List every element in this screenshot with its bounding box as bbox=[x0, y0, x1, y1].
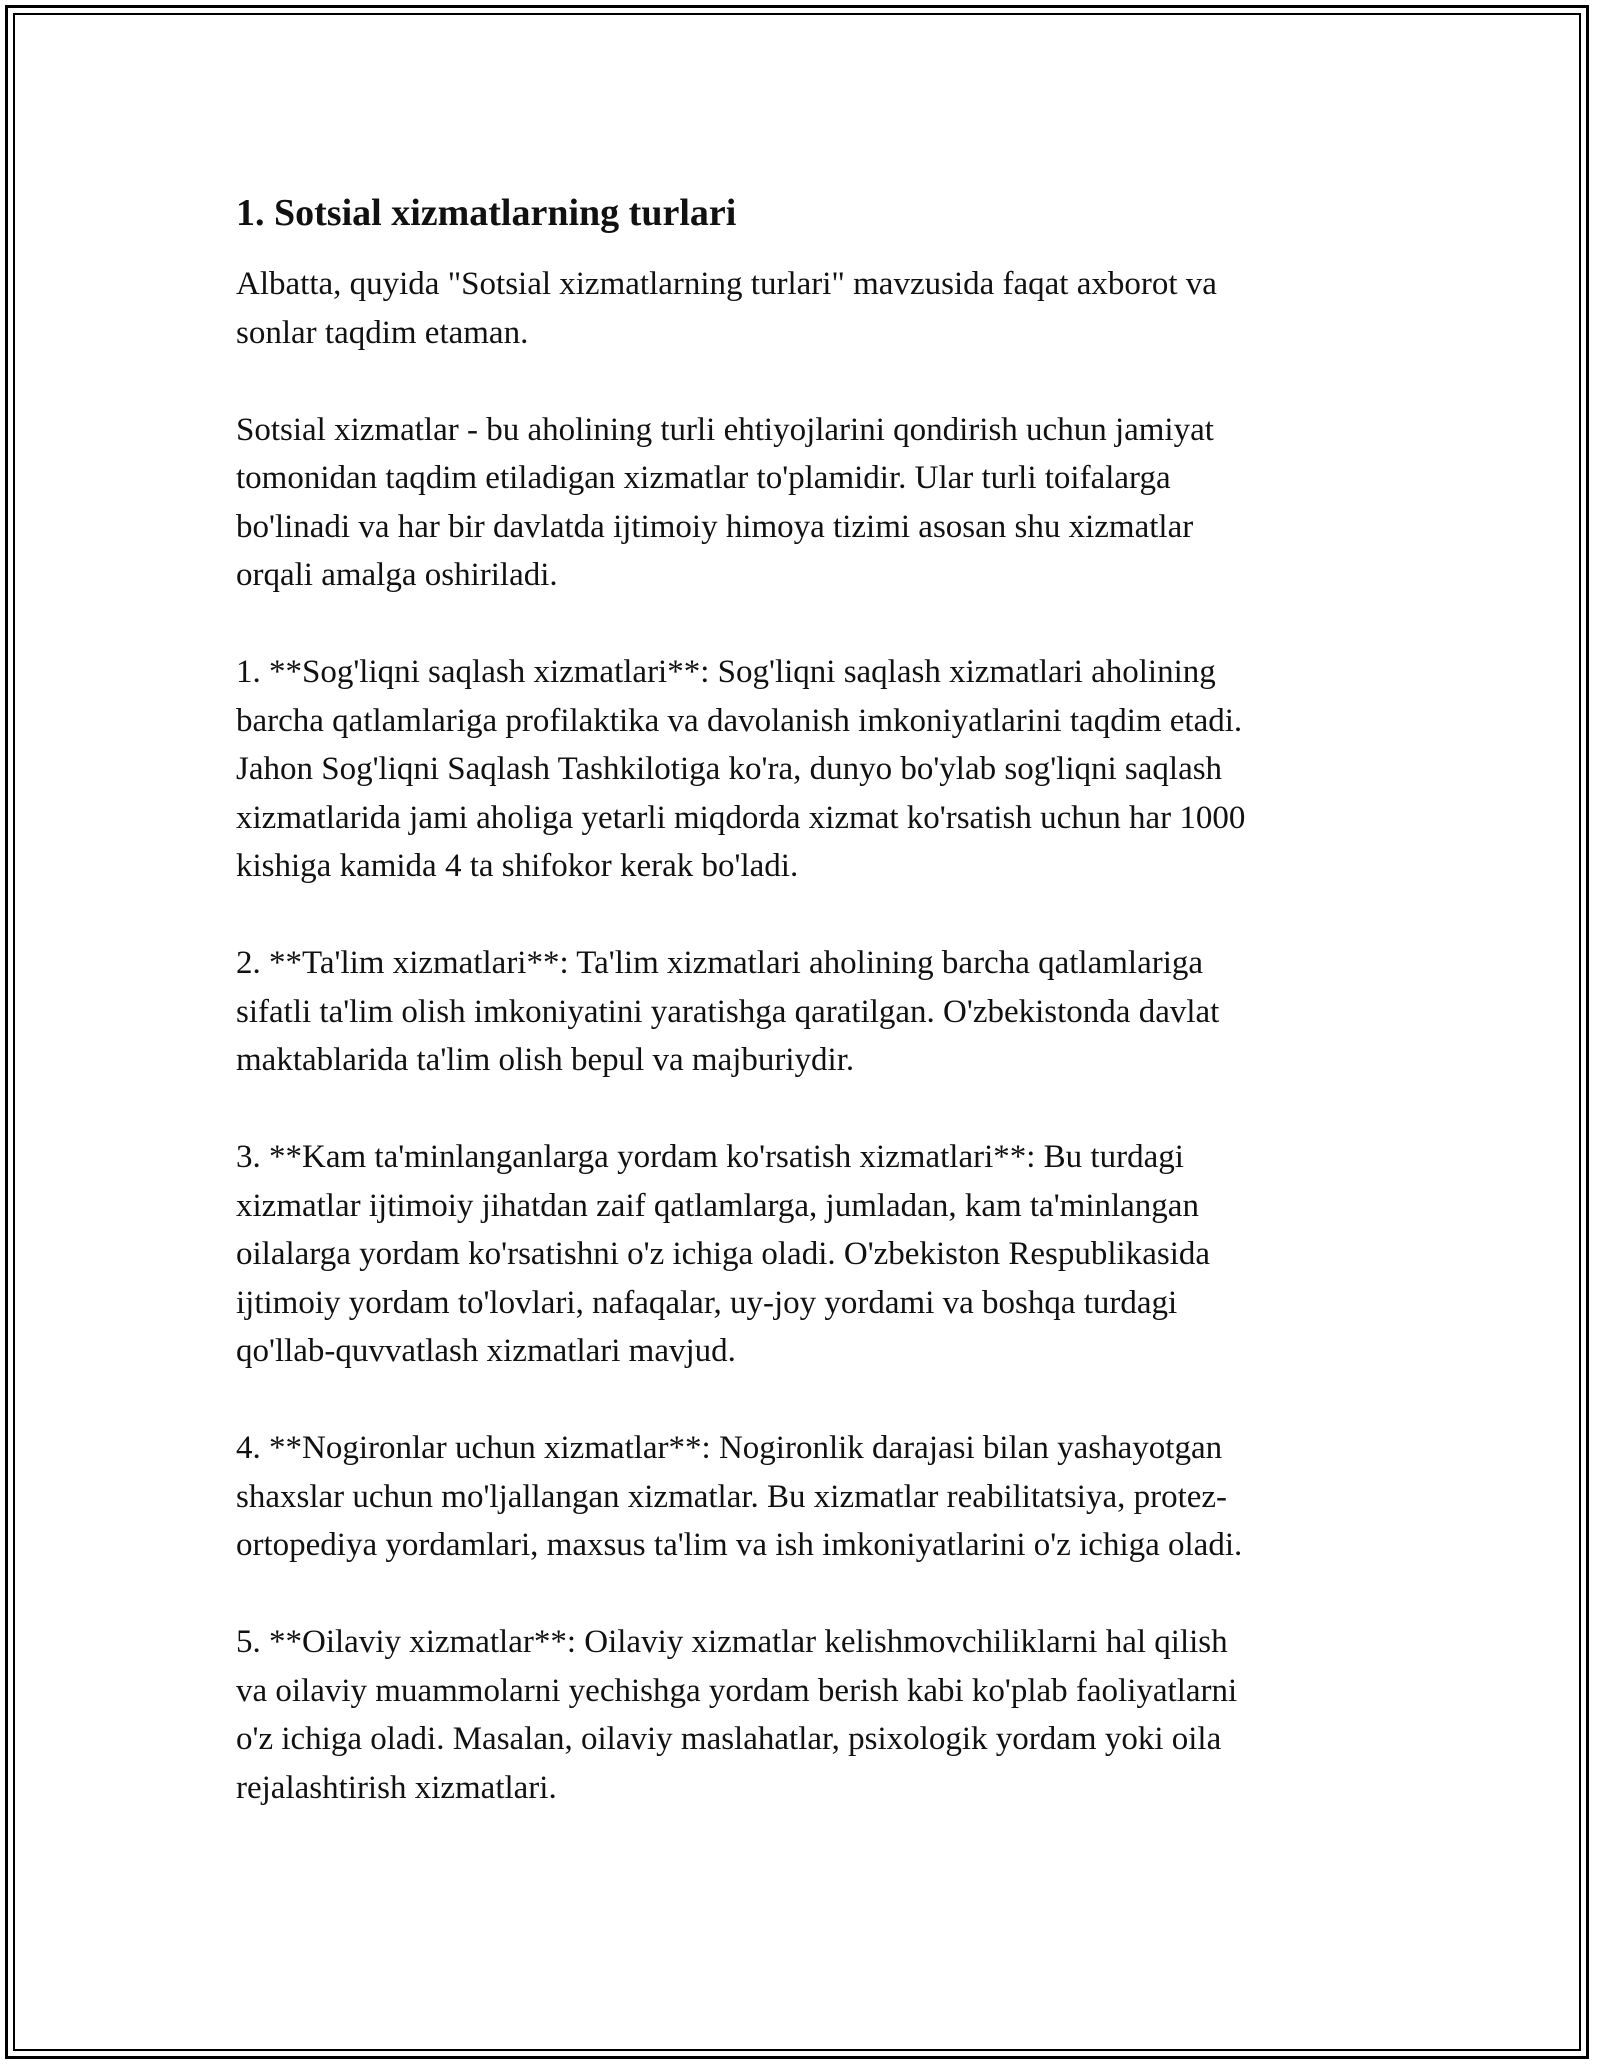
text-line: qo'llab-quvvatlash xizmatlari mavjud. bbox=[236, 1333, 736, 1369]
paragraph-item-low-income-support bbox=[236, 1133, 1376, 1376]
text-line: 3. **Kam ta'minlanganlarga yordam ko'rsatish xizmatlari**: Bu turdagi bbox=[236, 1139, 1184, 1175]
text-line: ijtimoiy yordam to'lovlari, nafaqalar, uy-joy yordami va boshqa turdagi bbox=[236, 1284, 1178, 1321]
text-line: 1. **Sog'liqni saqlash xizmatlari**: Sog'liqni saqlash xizmatlari aholining bbox=[236, 654, 1216, 690]
text-line: xizmatlar ijtimoiy jihatdan zaif qatlamlarga, jumladan, kam ta'minlangan bbox=[236, 1187, 1199, 1224]
text-line: xizmatlarida jami aholiga yetarli miqdorda xizmat ko'rsatish uchun har 1000 bbox=[236, 799, 1246, 836]
text-line: Jahon Sog'liqni Saqlash Tashkilotiga ko'ra, dunyo bo'ylab sog'liqni saqlash bbox=[236, 751, 1223, 787]
text-line: oilalarga yordam ko'rsatishni o'z ichiga oladi. O'zbekiston Respublikasida bbox=[236, 1236, 1211, 1272]
paragraph-item-education bbox=[236, 939, 1376, 1085]
text-line: tomonidan taqdim etiladigan xizmatlar to'plamidir. Ular turli toifalarga bbox=[236, 460, 1171, 496]
paragraph-item-disability bbox=[236, 1424, 1376, 1570]
paragraph-item-healthcare bbox=[236, 648, 1376, 891]
text-line: 5. **Oilaviy xizmatlar**: Oilaviy xizmatlar kelishmovchiliklarni hal qilish bbox=[236, 1624, 1228, 1660]
paragraph-intro bbox=[236, 260, 1376, 357]
text-line: o'z ichiga oladi. Masalan, oilaviy maslahatlar, psixologik yordam yoki oila bbox=[236, 1721, 1222, 1757]
document-body bbox=[236, 186, 1376, 1861]
text-line: rejalashtirish xizmatlari. bbox=[236, 1769, 557, 1806]
paragraph-item-family bbox=[236, 1618, 1376, 1812]
text-line: shaxslar uchun mo'ljallangan xizmatlar. Bu xizmatlar reabilitatsiya, protez- bbox=[236, 1478, 1228, 1515]
text-line: bo'linadi va har bir davlatda ijtimoiy himoya tizimi asosan shu xizmatlar bbox=[236, 508, 1194, 545]
document-title: 1. Sotsial xizmatlarning turlari bbox=[236, 192, 737, 234]
text-line: Albatta, quyida "Sotsial xizmatlarning turlari" mavzusida faqat axborot va bbox=[236, 266, 1217, 302]
text-line: 4. **Nogironlar uchun xizmatlar**: Nogironlik darajasi bilan yashayotgan bbox=[236, 1430, 1223, 1466]
paragraph-definition bbox=[236, 406, 1376, 600]
text-line: kishiga kamida 4 ta shifokor kerak bo'ladi. bbox=[236, 848, 799, 884]
text-line: va oilaviy muammolarni yechishga yordam berish kabi ko'plab faoliyatlarni bbox=[236, 1672, 1238, 1709]
text-line: barcha qatlamlariga profilaktika va davolanish imkoniyatlarini taqdim etadi. bbox=[236, 702, 1243, 739]
text-line: sonlar taqdim etaman. bbox=[236, 314, 529, 351]
text-line: 2. **Ta'lim xizmatlari**: Ta'lim xizmatlari aholining barcha qatlamlariga bbox=[236, 945, 1204, 981]
text-line: orqali amalga oshiriladi. bbox=[236, 557, 558, 593]
text-line: ortopediya yordamlari, maxsus ta'lim va ish imkoniyatlarini o'z ichiga oladi. bbox=[236, 1527, 1243, 1563]
text-line: Sotsial xizmatlar - bu aholining turli ehtiyojlarini qondirish uchun jamiyat bbox=[236, 411, 1214, 448]
text-line: sifatli ta'lim olish imkoniyatini yaratishga qaratilgan. O'zbekistonda davlat bbox=[236, 993, 1220, 1030]
text-line: maktablarida ta'lim olish bepul va majburiydir. bbox=[236, 1042, 855, 1078]
